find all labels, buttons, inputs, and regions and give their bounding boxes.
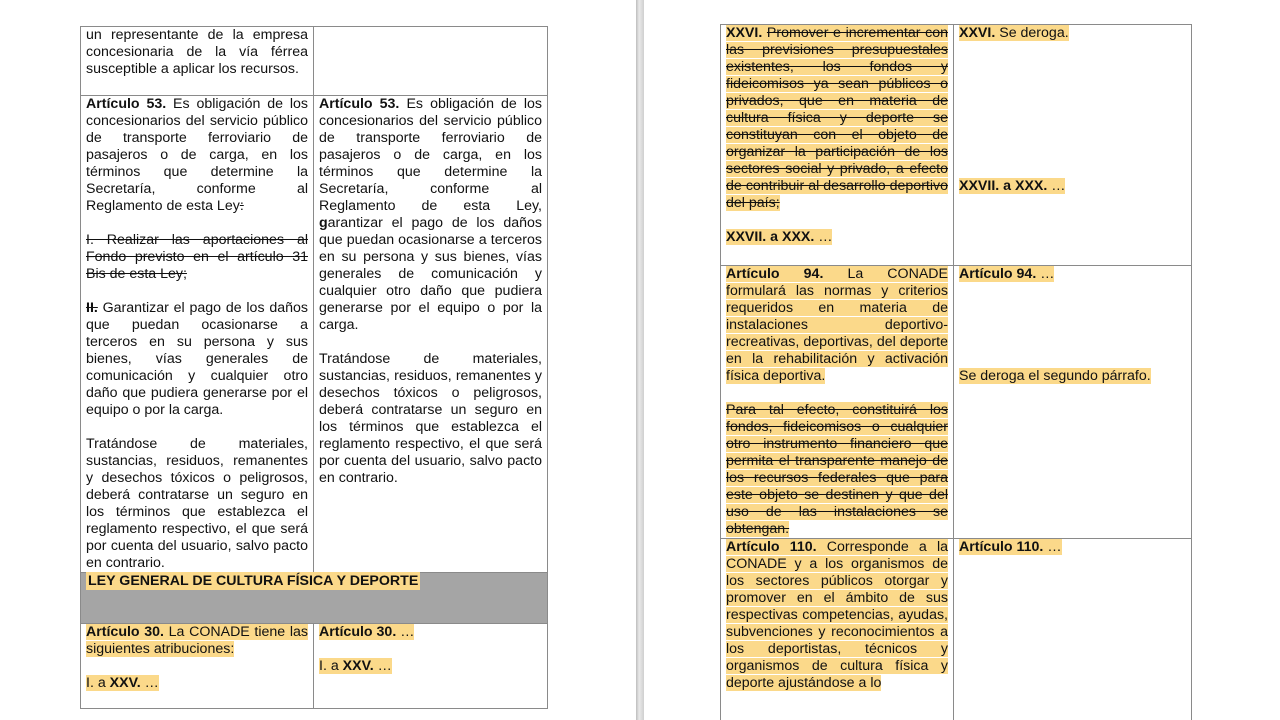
fraction-suffix: …: [377, 658, 392, 674]
article-label: Artículo 53.: [86, 96, 167, 112]
article-intro: Es obligación de los concesionarios del servicio público de transporte ferroviario de pasajeros o de carga, en los términos que determine la Secretaría, conforme al Reglamento de esta Ley: [86, 96, 308, 214]
bold-initial: g: [319, 215, 328, 231]
table-cell-proposed: [314, 96, 548, 573]
fraction-prefix: XXVII. a: [726, 229, 779, 245]
fraction-bold: XXV.: [109, 675, 141, 691]
table-row: [81, 624, 548, 709]
fraction-suffix: …: [818, 229, 833, 245]
closing-paragraph: Tratándose de materiales, sustancias, residuos, remanentes y desechos tóxicos o peligrosos, deberá contratarse un seguro en los términos que establezca el reglamento respectivo, el que será por cuenta del usuario, salvo pacto en contrario.: [86, 436, 308, 571]
fraction-bold: XXX.: [1015, 178, 1048, 194]
struck-colon: :: [239, 198, 244, 214]
ellipsis: …: [400, 624, 415, 640]
table-cell-current: [721, 266, 954, 539]
article-label: Artículo 94.: [726, 266, 824, 282]
fraction-bold: XXV.: [342, 658, 374, 674]
fraction-prefix: I. a: [319, 658, 339, 674]
struck-fraction-text: Promover e incrementar con las previsiones presupuestales existentes, los fondos y fideicomisos ya sean públicos o privados, que en materia de cultura física y deporte se constituyan con el objeto de organizar la participación de los sectores social y privado, a efecto de contribuir al desarrollo deportivo del país;: [726, 25, 948, 211]
article-label: Artículo 110.: [726, 539, 817, 555]
ellipsis: …: [1047, 539, 1062, 555]
table-row: [721, 25, 1192, 266]
comparison-table-left: [80, 26, 548, 709]
table-cell-current: [81, 624, 314, 709]
struck-fraction-i: I. Realizar las aportaciones al Fondo previsto en el artículo 31 Bis de esta Ley;: [86, 232, 308, 282]
section-header-row: [81, 573, 548, 624]
article-text: La CONADE tiene las siguientes atribuciones:: [86, 624, 308, 657]
table-cell-current: [81, 27, 314, 96]
table-cell-current: [721, 539, 954, 720]
section-header-cell: [81, 573, 548, 624]
fraction-bold: XXX.: [782, 229, 815, 245]
fraction-suffix: …: [1051, 178, 1066, 194]
fraction-label: XXVI.: [726, 25, 763, 41]
table-cell-current: [721, 25, 954, 266]
comparison-table-right: [720, 24, 1192, 720]
page-gutter: [636, 0, 644, 720]
article-label: Artículo 30.: [86, 624, 164, 640]
article-intro: Es obligación de los concesionarios del servicio público de transporte ferroviario de pasajeros o de carga, en los términos que determine la Secretaría, conforme al Reglamento de esta Ley,: [319, 96, 542, 214]
table-cell-proposed: [954, 266, 1192, 539]
table-cell-current: [81, 96, 314, 573]
table-row: [81, 96, 548, 573]
struck-paragraph: Para tal efecto, constituirá los fondos, fideicomisos o cualquier otro instrumento financiero que permita el transparente manejo de los recursos federales que para este objeto se destinen y que del uso de las instalaciones se obtengan.: [726, 402, 948, 537]
article-text: La CONADE formulará las normas y criterios requeridos en materia de instalaciones deportivo-recreativas, deportivas, del deporte en la rehabilitación y activación física deportiva.: [726, 266, 948, 384]
article-label: Artículo 110.: [959, 539, 1044, 555]
ellipsis: …: [1040, 266, 1055, 282]
closing-paragraph: Tratándose de materiales, sustancias, residuos, remanentes y desechos tóxicos o peligrosos, deberá contratarse un seguro en los términos que establezca el reglamento respectivo, el que será por cuenta del usuario, salvo pacto en contrario.: [319, 351, 542, 486]
struck-fraction-ii-label: II.: [86, 300, 98, 316]
fraction-suffix: …: [144, 675, 159, 691]
article-label: Artículo 30.: [319, 624, 397, 640]
table-cell-proposed: [314, 624, 548, 709]
article-continuation: arantizar el pago de los daños que puedan ocasionarse a terceros en su persona y sus bienes, vías generales de comunicación y cualquier otro daño que pudiera generarse por el equipo o por la carga.: [319, 215, 542, 333]
fraction-prefix: I. a: [86, 675, 106, 691]
table-cell-proposed: [954, 25, 1192, 266]
fraction-text: Se deroga.: [999, 25, 1069, 41]
section-title: LEY GENERAL DE CULTURA FÍSICA Y DEPORTE: [88, 573, 419, 589]
table-row: [81, 27, 548, 96]
article-text: Corresponde a la CONADE y a los organismos de los sectores públicos otorgar y promover en el ámbito de sus respectivas competencias, ayudas, subvenciones y reconocimientos a los deportistas, técnicos y organismos de cultura física y deporte ajustándose a lo: [726, 539, 948, 691]
derogation-note: Se deroga el segundo párrafo.: [959, 368, 1151, 384]
article-label: Artículo 53.: [319, 96, 400, 112]
fraction-prefix: XXVII. a: [959, 178, 1012, 194]
cell-text: un representante de la empresa concesionaria de la vía férrea susceptible a aplicar los recursos.: [86, 27, 308, 77]
fraction-ii-text: Garantizar el pago de los daños que puedan ocasionarse a terceros en su persona y sus bienes, vías generales de comunicación y cualquier otro daño que pudiera generarse por el equipo o por la carga.: [86, 300, 308, 418]
table-cell-proposed: [954, 539, 1192, 720]
table-cell-proposed: [314, 27, 548, 96]
fraction-label: XXVI.: [959, 25, 996, 41]
document-page-left: [0, 0, 636, 720]
table-row: [721, 539, 1192, 720]
article-label: Artículo 94.: [959, 266, 1037, 282]
table-row: [721, 266, 1192, 539]
document-page-right: [644, 0, 1280, 720]
